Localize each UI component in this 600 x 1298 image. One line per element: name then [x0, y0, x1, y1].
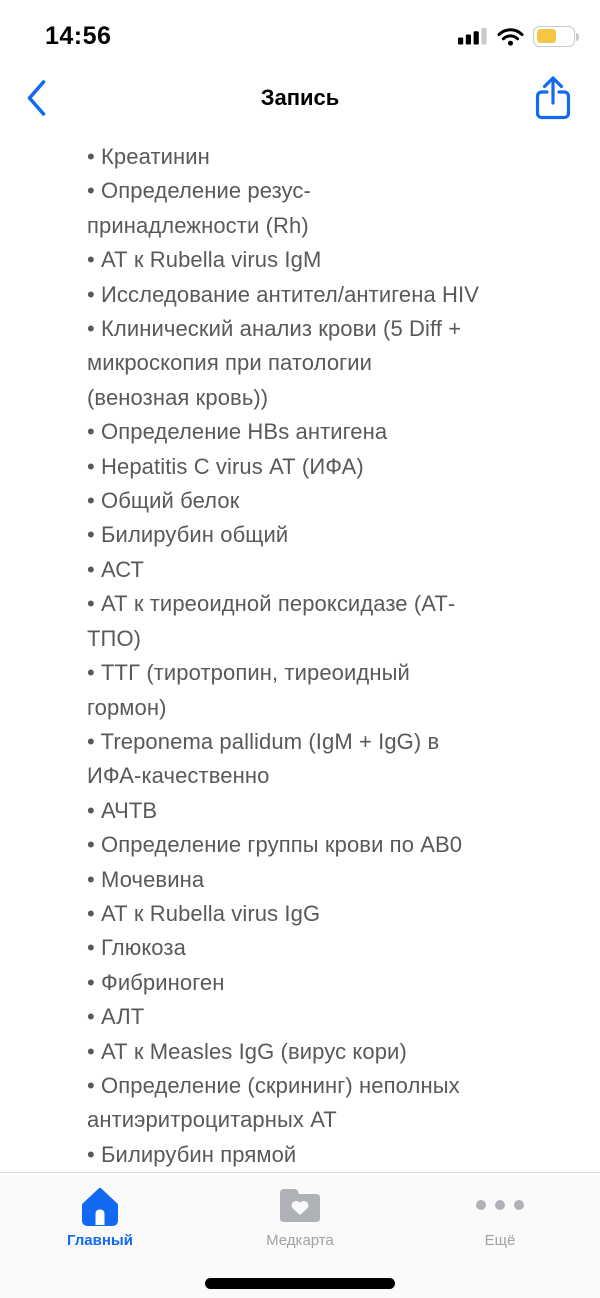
list-item: • Определение (скрининг) неполных антиэритроцитарных АТ — [87, 1072, 460, 1133]
list-item: • Общий белок — [87, 488, 240, 514]
list-item: • Определение резус- принадлежности (Rh) — [87, 178, 311, 238]
list-item: • Определение HBs антигена — [87, 419, 388, 445]
list-item: • Treponema pallidum (IgM + IgG) в ИФА-качественно — [87, 728, 440, 789]
wifi-icon — [497, 27, 524, 46]
list-item: • Мочевина — [87, 866, 205, 892]
chevron-left-icon — [25, 79, 48, 117]
ellipsis-icon — [475, 1183, 525, 1227]
page-title: Запись — [260, 85, 340, 110]
house-icon — [77, 1183, 123, 1227]
list-item: • АТ к Rubella virus IgG — [87, 900, 321, 926]
list-item: • АЛТ — [87, 1004, 145, 1030]
share-icon — [533, 75, 573, 121]
battery-fill — [537, 29, 556, 43]
list-item: • ТТГ (тиротропин, тиреоидный гормон) — [87, 660, 410, 720]
record-list[interactable] — [0, 136, 600, 1172]
list-item: • АЧТВ — [87, 797, 158, 823]
status-time: 14:56 — [45, 21, 112, 50]
list-item: • Hepatitis C virus АТ (ИФА) — [87, 453, 364, 479]
tab-more[interactable] — [400, 1183, 600, 1298]
list-item: • Билирубин прямой — [87, 1141, 297, 1167]
nav-bar — [0, 60, 600, 136]
status-bar — [0, 0, 600, 60]
back-button[interactable] — [25, 78, 65, 118]
list-item: • АТ к Rubella virus IgM — [87, 247, 322, 273]
list-item: • Билирубин общий — [87, 522, 289, 548]
list-item: • Креатинин — [87, 144, 210, 169]
tab-medcard-label: Медкарта — [266, 1232, 334, 1249]
home-indicator[interactable] — [205, 1278, 395, 1289]
tab-home[interactable] — [0, 1183, 200, 1298]
list-item: • Исследование антител/антигена HIV — [87, 281, 479, 307]
status-icons — [458, 26, 575, 47]
list-item: • АСТ — [87, 556, 145, 582]
tab-more-label: Ещё — [484, 1232, 516, 1249]
list-item: • Глюкоза — [87, 935, 186, 961]
list-item: • Фибриноген — [87, 969, 225, 995]
tab-home-label: Главный — [67, 1232, 133, 1249]
list-item: • Клинический анализ крови (5 Diff + микроскопия при патологии (венозная кровь)) — [87, 316, 462, 410]
share-button[interactable] — [531, 74, 575, 122]
battery-nub — [576, 33, 579, 41]
list-item: • Определение группы крови по АВ0 — [87, 832, 463, 858]
list-item: • АТ к Measles IgG (вирус кори) — [87, 1038, 407, 1064]
battery-icon — [533, 26, 575, 47]
list-item: • АТ к тиреоидной пероксидазе (АТ- ТПО) — [87, 591, 456, 651]
folder-heart-icon — [276, 1183, 324, 1227]
cellular-signal-icon — [458, 27, 488, 45]
